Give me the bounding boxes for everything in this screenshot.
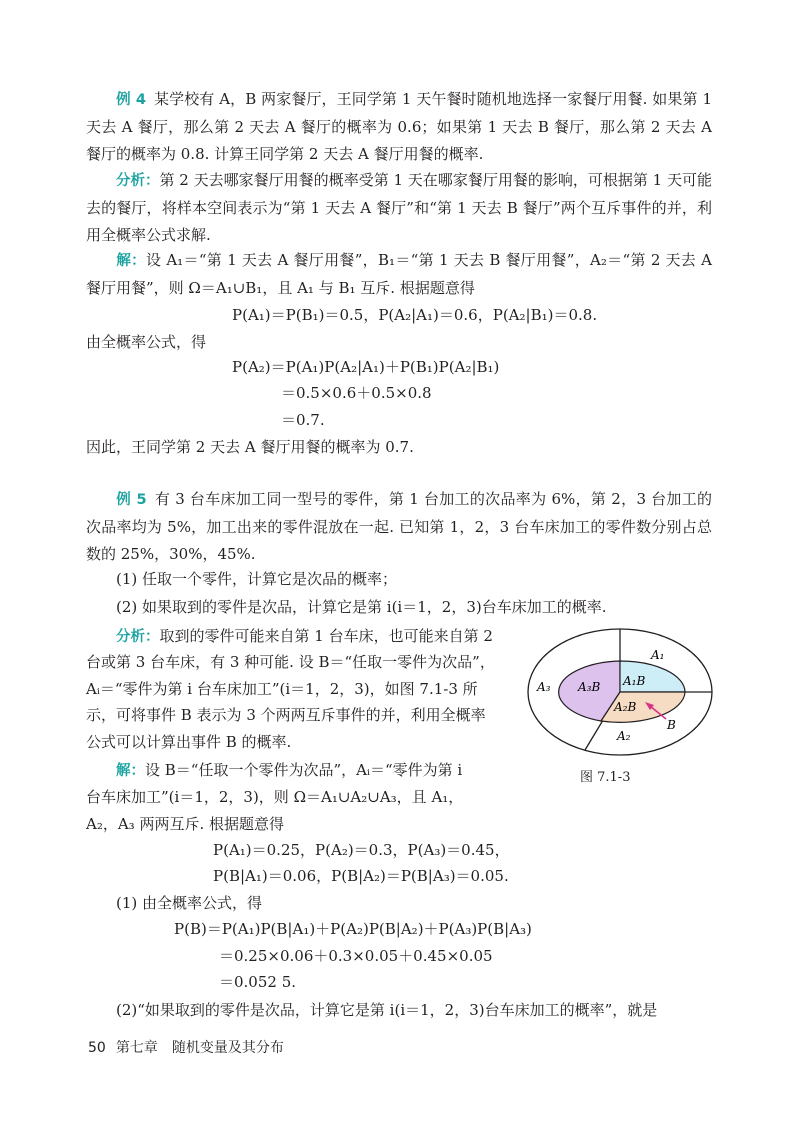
- example-4-problem: 例 4 某学校有 A，B 两家餐厅，王同学第 1 天午餐时随机地选择一家餐厅用餐. 如果第 1 天去 A 餐厅，那么第 2 天去 A 餐厅的概率为 0.6；如果第 1 天去 B 餐厅，那么第 2 天去 A 餐厅的概率为 0.8. 计算王同学第 2 天去 A 餐厅用餐的概率.: [86, 90, 712, 163]
- example-5-analysis-line-5: 公式可以计算出事件 B 的概率.: [86, 733, 292, 751]
- example-5-given-1: P(A₁)＝0.25，P(A₂)＝0.3，P(A₃)＝0.45，: [213, 841, 510, 859]
- example-5-question-1: (1) 任取一个零件，计算它是次品的概率；: [116, 570, 398, 588]
- example-5-equation-3: ＝0.052 5.: [219, 973, 297, 991]
- analysis-label: 分析：: [116, 629, 160, 645]
- example-4-equation-1: P(A₂)＝P(A₁)P(A₂|A₁)＋P(B₁)P(A₂|B₁): [232, 358, 500, 376]
- example-4-label: 例 4: [116, 92, 146, 108]
- example-5-analysis-line-4: 示，可将事件 B 表示为 3 个两两互斥事件的并，利用全概率: [86, 706, 486, 724]
- analysis-label: 分析：: [116, 173, 160, 189]
- label-a1b: A₁B: [623, 674, 646, 688]
- figure-caption: 图 7.1-3: [580, 770, 631, 785]
- example-5-equation-2: ＝0.25×0.06＋0.3×0.05＋0.45×0.05: [219, 947, 493, 965]
- example-5-equation-1: P(B)＝P(A₁)P(B|A₁)＋P(A₂)P(B|A₂)＋P(A₃)P(B|A₃): [174, 920, 532, 938]
- example-5-solution-line-2: 台车床加工”(i＝1，2，3)，则 Ω＝A₁∪A₂∪A₃，且 A₁，: [86, 788, 464, 806]
- example-5-given-2: P(B|A₁)＝0.06，P(B|A₂)＝P(B|A₃)＝0.05.: [213, 867, 509, 885]
- label-b: B: [667, 718, 676, 732]
- label-a2b: A₂B: [614, 700, 637, 714]
- solution-label: 解：: [116, 763, 145, 779]
- example-5-analysis-line-2: 台或第 3 台车床，有 3 种可能. 设 B＝“任取一零件为次品”，: [86, 653, 495, 671]
- example-5-label: 例 5: [116, 492, 147, 508]
- example-5-part-2: (2)“如果取到的零件是次品，计算它是第 i(i＝1，2，3)台车床加工的概率”，就是: [116, 1001, 658, 1019]
- example-4-equation-3: ＝0.7.: [281, 411, 325, 429]
- example-5-analysis-line-1: 分析：取到的零件可能来自第 1 台车床，也可能来自第 2: [116, 627, 493, 645]
- example-4-equation-2: ＝0.5×0.6＋0.5×0.8: [281, 384, 432, 402]
- venn-figure: [525, 625, 715, 760]
- label-a2: A₂: [617, 729, 631, 743]
- label-a1: A₁: [651, 648, 665, 662]
- page-number: 50: [88, 1040, 106, 1056]
- example-4-analysis: 分析：第 2 天去哪家餐厅用餐的概率受第 1 天在哪家餐厅用餐的影响，可根据第 1 天可能去的餐厅，将样本空间表示为“第 1 天去 A 餐厅”和“第 1 天去 B 餐厅”两个互斥事件的并，利用全概率公式求解.: [86, 171, 712, 244]
- example-5-part-1: (1) 由全概率公式，得: [116, 894, 263, 912]
- page-footer: [88, 1037, 284, 1057]
- label-a3: A₃: [537, 680, 551, 694]
- example-5-analysis-line-3: Aᵢ＝“零件为第 i 台车床加工”(i＝1，2，3)，如图 7.1-3 所: [86, 680, 478, 698]
- example-5-solution-line-1: 解：设 B＝“任取一个零件为次品”，Aᵢ＝“零件为第 i: [116, 761, 463, 779]
- example-4-given: P(A₁)＝P(B₁)＝0.5，P(A₂|A₁)＝0.6，P(A₂|B₁)＝0.8.: [232, 306, 598, 324]
- example-4-conclusion: 因此，王同学第 2 天去 A 餐厅用餐的概率为 0.7.: [86, 438, 414, 456]
- example-5-problem: 例 5 有 3 台车床加工同一型号的零件，第 1 台加工的次品率为 6%，第 2，3 台加工的次品率均为 5%，加工出来的零件混放在一起. 已知第 1，2，3 台车床加工的零件数分别占总数的 25%，30%，45%.: [86, 490, 712, 563]
- example-5-solution-line-3: A₂，A₃ 两两互斥. 根据题意得: [86, 815, 284, 833]
- chapter-title: 第七章 随机变量及其分布: [115, 1040, 284, 1056]
- label-a3b: A₃B: [578, 680, 601, 694]
- example-4-by-formula: 由全概率公式，得: [86, 333, 207, 351]
- example-4-solution: 解：设 A₁＝“第 1 天去 A 餐厅用餐”，B₁＝“第 1 天去 B 餐厅用餐”，A₂＝“第 2 天去 A 餐厅用餐”，则 Ω＝A₁∪B₁，且 A₁ 与 B₁ 互斥. 根据题意得: [86, 251, 713, 297]
- solution-label: 解：: [116, 253, 146, 269]
- example-5-question-2: (2) 如果取到的零件是次品，计算它是第 i(i＝1，2，3)台车床加工的概率.: [116, 598, 607, 616]
